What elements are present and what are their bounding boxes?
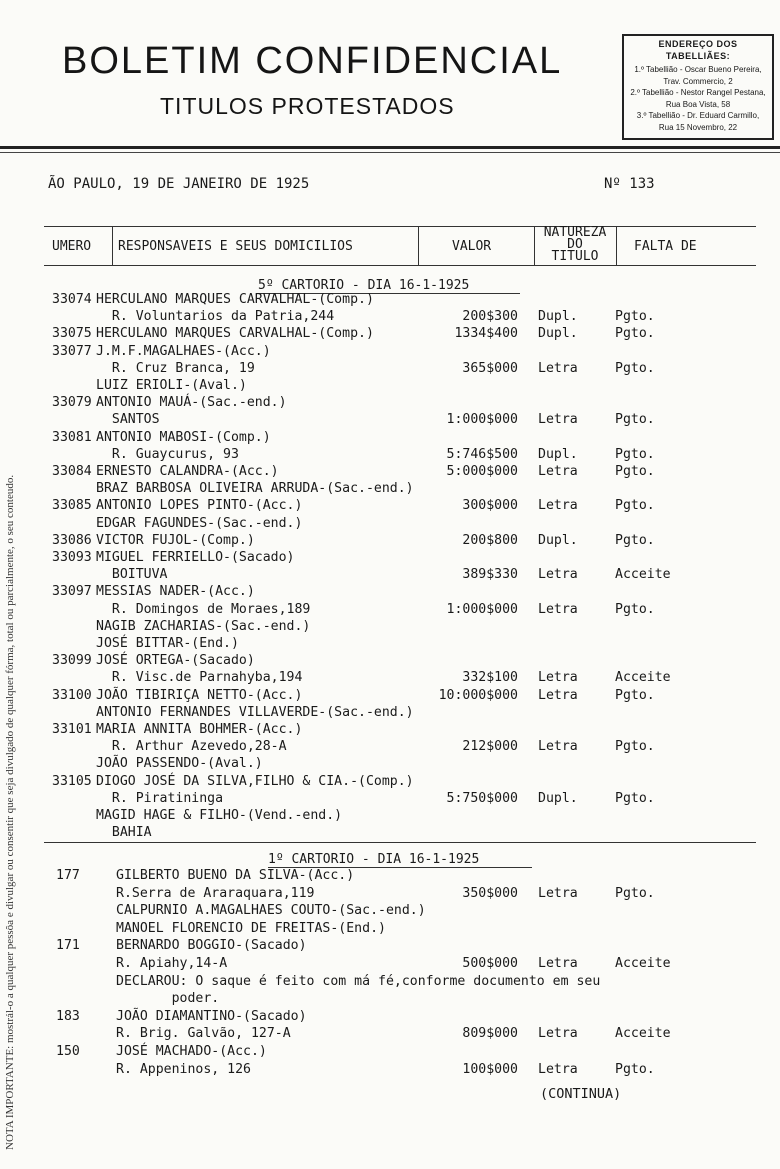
column-divider (418, 227, 419, 265)
bulletin-number: Nº 133 (604, 176, 655, 192)
header-rule (0, 146, 780, 149)
row-responsavel: R. Voluntarios da Patria,244 (96, 309, 335, 325)
address-line-1: 1.º Tabellião - Oscar Bueno Pereira, Trav. Commercio, 2 (634, 65, 762, 86)
row-valor: 10:000$000 (438, 687, 518, 703)
table-row (0, 447, 780, 463)
notary-address-box (622, 34, 774, 140)
row-number: 33100 (52, 687, 92, 703)
row-responsavel: GILBERTO BUENO DA SILVA-(Acc.) (116, 868, 355, 883)
row-natureza: Letra (538, 360, 578, 376)
row-falta: Pgto. (615, 885, 655, 901)
row-falta: Pgto. (615, 412, 655, 428)
row-falta: Pgto. (615, 326, 655, 342)
row-responsavel: JOÃO PASSENDO-(Aval.) (96, 756, 263, 772)
table-row (0, 825, 780, 841)
table-row (0, 921, 780, 937)
row-valor: 5:000$000 (446, 464, 518, 479)
table-row (0, 516, 780, 532)
header-natureza-line-3: TITULO (551, 249, 599, 264)
row-valor: 1334$400 (454, 326, 518, 342)
header-natureza-line-2: DO (567, 237, 583, 252)
table-row (0, 688, 780, 704)
row-responsavel: R. Piratininga (96, 790, 224, 806)
row-responsavel: R. Visc.de Parnahyba,194 (96, 670, 303, 686)
row-falta: Pgto. (615, 687, 655, 703)
table-row (0, 1026, 780, 1042)
table-row (0, 974, 780, 990)
row-valor: 100$000 (462, 1061, 518, 1077)
row-responsavel: DIOGO JOSÉ DA SILVA,FILHO & CIA.-(Comp.) (96, 773, 414, 789)
row-valor: 809$000 (462, 1026, 518, 1042)
confidentiality-side-note: NOTA IMPORTANTE: mostrál-o a qualquer pessôa e divulgar ou consentir que seja divulgado de qualquer fórma, total ou parcialmente, o seu conteudo. (4, 474, 16, 1150)
header-responsaveis: RESPONSAVEIS E SEUS DOMICILIOS (118, 239, 353, 254)
row-responsavel: JOÃO DIAMANTINO-(Sacado) (116, 1008, 307, 1024)
table-row (0, 619, 780, 635)
row-responsavel: ANTONIO MAUÁ-(Sac.-end.) (96, 395, 287, 411)
row-natureza: Letra (538, 687, 578, 703)
row-responsavel: HERCULANO MARQUES CARVALHAL-(Comp.) (96, 326, 374, 342)
row-number: 171 (56, 938, 80, 954)
header-valor: VALOR (452, 239, 492, 254)
row-natureza: Dupl. (538, 326, 578, 342)
row-responsavel: BAHIA (96, 825, 152, 841)
table-row (0, 739, 780, 755)
row-responsavel: R. Appeninos, 126 (116, 1061, 251, 1077)
table-row (0, 292, 780, 308)
table-row (0, 1009, 780, 1025)
row-number: 33093 (52, 550, 92, 565)
table-row (0, 430, 780, 446)
row-number: 33105 (52, 773, 92, 789)
row-responsavel: R. Cruz Branca, 19 (96, 360, 255, 376)
column-divider (112, 227, 113, 265)
row-responsavel: MESSIAS NADER-(Acc.) (96, 584, 255, 600)
table-row (0, 886, 780, 902)
table-row (0, 602, 780, 618)
section-title-1-cartorio: 1º CARTORIO - DIA 16-1-1925 (268, 852, 480, 867)
row-valor: 1:000$000 (446, 601, 518, 617)
table-row (0, 722, 780, 738)
bulletin-subtitle: TITULOS PROTESTADOS (160, 93, 455, 119)
table-row (0, 670, 780, 686)
row-number: 33085 (52, 498, 92, 514)
row-number: 33086 (52, 532, 92, 548)
date-line: ÃO PAULO, 19 DE JANEIRO DE 1925 (48, 176, 310, 192)
header-rule-thin (0, 152, 780, 153)
row-valor: 200$300 (462, 309, 518, 325)
row-responsavel: HERCULANO MARQUES CARVALHAL-(Comp.) (96, 292, 374, 307)
row-responsavel: BRAZ BARBOSA OLIVEIRA ARRUDA-(Sac.-end.) (96, 481, 414, 497)
row-valor: 500$000 (462, 956, 518, 971)
row-responsavel: MANOEL FLORENCIO DE FREITAS-(End.) (116, 920, 386, 936)
row-natureza: Letra (538, 1026, 578, 1042)
row-responsavel: R. Arthur Azevedo,28-A (96, 739, 287, 755)
row-natureza: Letra (538, 412, 578, 428)
row-number: 33077 (52, 343, 92, 359)
row-responsavel: MIGUEL FERRIELLO-(Sacado) (96, 550, 295, 565)
row-number: 183 (56, 1008, 80, 1024)
row-falta: Pgto. (615, 464, 655, 479)
section-separator (44, 842, 756, 843)
row-responsavel: JOÃO TIBIRIÇA NETTO-(Acc.) (96, 687, 303, 703)
row-number: 150 (56, 1044, 80, 1059)
row-falta: Pgto. (615, 309, 655, 325)
row-valor: 212$000 (462, 739, 518, 755)
row-number: 33074 (52, 292, 92, 307)
row-natureza: Dupl. (538, 790, 578, 806)
table-row (0, 567, 780, 583)
row-responsavel: JOSÉ BITTAR-(End.) (96, 636, 239, 651)
row-responsavel: BOITUVA (96, 567, 168, 583)
table-row (0, 636, 780, 652)
table-row (0, 395, 780, 411)
row-falta: Pgto. (615, 446, 655, 462)
row-valor: 1:000$000 (446, 412, 518, 428)
table-header (44, 226, 756, 266)
table-row (0, 756, 780, 772)
header-natureza (534, 227, 616, 263)
row-natureza: Letra (538, 956, 578, 971)
row-natureza: Letra (538, 670, 578, 686)
row-falta: Pgto. (615, 360, 655, 376)
row-responsavel: R. Brig. Galvão, 127-A (116, 1026, 291, 1042)
row-falta: Acceite (615, 567, 671, 583)
continua-label: (CONTINUA) (540, 1086, 622, 1102)
row-number: 33097 (52, 584, 92, 600)
address-line-3: 3.º Tabellião - Dr. Eduard Carmillo, Rua 15 Novembro, 22 (636, 111, 760, 132)
row-natureza: Letra (538, 739, 578, 755)
table-row (0, 956, 780, 972)
row-number: 177 (56, 868, 80, 883)
table-row (0, 584, 780, 600)
row-valor: 5:750$000 (446, 790, 518, 806)
row-responsavel: R.Serra de Araraquara,119 (116, 885, 315, 901)
table-row (0, 464, 780, 480)
row-natureza: Dupl. (538, 446, 578, 462)
row-responsavel: VICTOR FUJOL-(Comp.) (96, 532, 255, 548)
row-number: 33099 (52, 653, 92, 669)
table-row (0, 991, 780, 1007)
row-natureza: Dupl. (538, 309, 578, 325)
table-row (0, 705, 780, 721)
row-responsavel: SANTOS (96, 412, 160, 428)
row-responsavel: EDGAR FAGUNDES-(Sac.-end.) (96, 515, 303, 531)
table-row (0, 361, 780, 377)
row-responsavel: R. Guaycurus, 93 (96, 446, 239, 462)
row-natureza: Letra (538, 1061, 578, 1077)
table-row (0, 550, 780, 566)
row-responsavel: DECLAROU: O saque é feito com má fé,conforme documento em seu (116, 973, 601, 989)
header-numero: UMERO (52, 239, 92, 254)
table-row (0, 412, 780, 428)
table-row (0, 903, 780, 919)
row-number: 33079 (52, 395, 92, 411)
row-natureza: Letra (538, 601, 578, 617)
row-responsavel: MARIA ANNITA BOHMER-(Acc.) (96, 722, 303, 737)
table-row (0, 533, 780, 549)
row-falta: Pgto. (615, 1061, 655, 1077)
row-valor: 300$000 (462, 498, 518, 514)
row-responsavel: CALPURNIO A.MAGALHAES COUTO-(Sac.-end.) (116, 903, 426, 919)
table-row (0, 868, 780, 884)
row-natureza: Letra (538, 567, 578, 583)
table-row (0, 498, 780, 514)
row-falta: Acceite (615, 1026, 671, 1042)
row-responsavel: ANTONIO MABOSI-(Comp.) (96, 429, 271, 445)
row-valor: 365$000 (462, 360, 518, 376)
row-responsavel: J.M.F.MAGALHAES-(Acc.) (96, 343, 271, 359)
row-natureza: Letra (538, 885, 578, 901)
row-valor: 5:746$500 (446, 446, 518, 462)
row-falta: Acceite (615, 956, 671, 971)
row-responsavel: R. Domingos de Moraes,189 (96, 601, 311, 617)
address-line-2: 2.º Tabellião - Nestor Rangel Pestana, Rua Boa Vista, 58 (630, 88, 766, 109)
table-row (0, 1044, 780, 1060)
row-natureza: Letra (538, 498, 578, 514)
row-responsavel: LUIZ ERIOLI-(Aval.) (96, 378, 247, 393)
row-falta: Pgto. (615, 601, 655, 617)
row-responsavel: ANTONIO LOPES PINTO-(Acc.) (96, 498, 303, 514)
table-row (0, 344, 780, 360)
table-row (0, 808, 780, 824)
row-natureza: Letra (538, 464, 578, 479)
table-row (0, 791, 780, 807)
table-row (0, 326, 780, 342)
row-responsavel: MAGID HAGE & FILHO-(Vend.-end.) (96, 808, 343, 823)
row-valor: 332$100 (462, 670, 518, 686)
row-responsavel: BERNARDO BOGGIO-(Sacado) (116, 938, 307, 954)
row-number: 33084 (52, 464, 92, 479)
row-valor: 389$330 (462, 567, 518, 583)
column-divider (616, 227, 617, 265)
row-natureza: Dupl. (538, 532, 578, 548)
row-falta: Pgto. (615, 790, 655, 806)
row-number: 33075 (52, 326, 92, 342)
bulletin-title: BOLETIM CONFIDENCIAL (62, 40, 563, 82)
table-row (0, 653, 780, 669)
table-row (0, 938, 780, 954)
row-responsavel: NAGIB ZACHARIAS-(Sac.-end.) (96, 618, 311, 634)
header-natureza-line-1: NATUREZA (543, 225, 607, 240)
row-falta: Pgto. (615, 739, 655, 755)
address-box-heading: ENDEREÇO DOS TABELLIÃES: (658, 39, 738, 61)
table-row (0, 481, 780, 497)
row-falta: Pgto. (615, 532, 655, 548)
table-row (0, 1062, 780, 1078)
row-number: 33101 (52, 722, 92, 737)
header-falta: FALTA DE (634, 239, 697, 254)
row-valor: 350$000 (462, 885, 518, 901)
row-responsavel: ANTONIO FERNANDES VILLAVERDE-(Sac.-end.) (96, 704, 414, 720)
row-falta: Pgto. (615, 498, 655, 514)
table-row (0, 378, 780, 394)
row-responsavel: JOSÉ ORTEGA-(Sacado) (96, 653, 255, 669)
row-responsavel: R. Apiahy,14-A (116, 956, 228, 971)
row-valor: 200$800 (462, 532, 518, 548)
row-responsavel: JOSÉ MACHADO-(Acc.) (116, 1044, 267, 1059)
row-falta: Acceite (615, 670, 671, 686)
section-title-5-cartorio: 5º CARTORIO - DIA 16-1-1925 (258, 278, 470, 293)
row-responsavel: ERNESTO CALANDRA-(Acc.) (96, 464, 279, 479)
row-number: 33081 (52, 429, 92, 445)
table-row (0, 774, 780, 790)
table-row (0, 309, 780, 325)
row-responsavel: poder. (116, 991, 220, 1007)
